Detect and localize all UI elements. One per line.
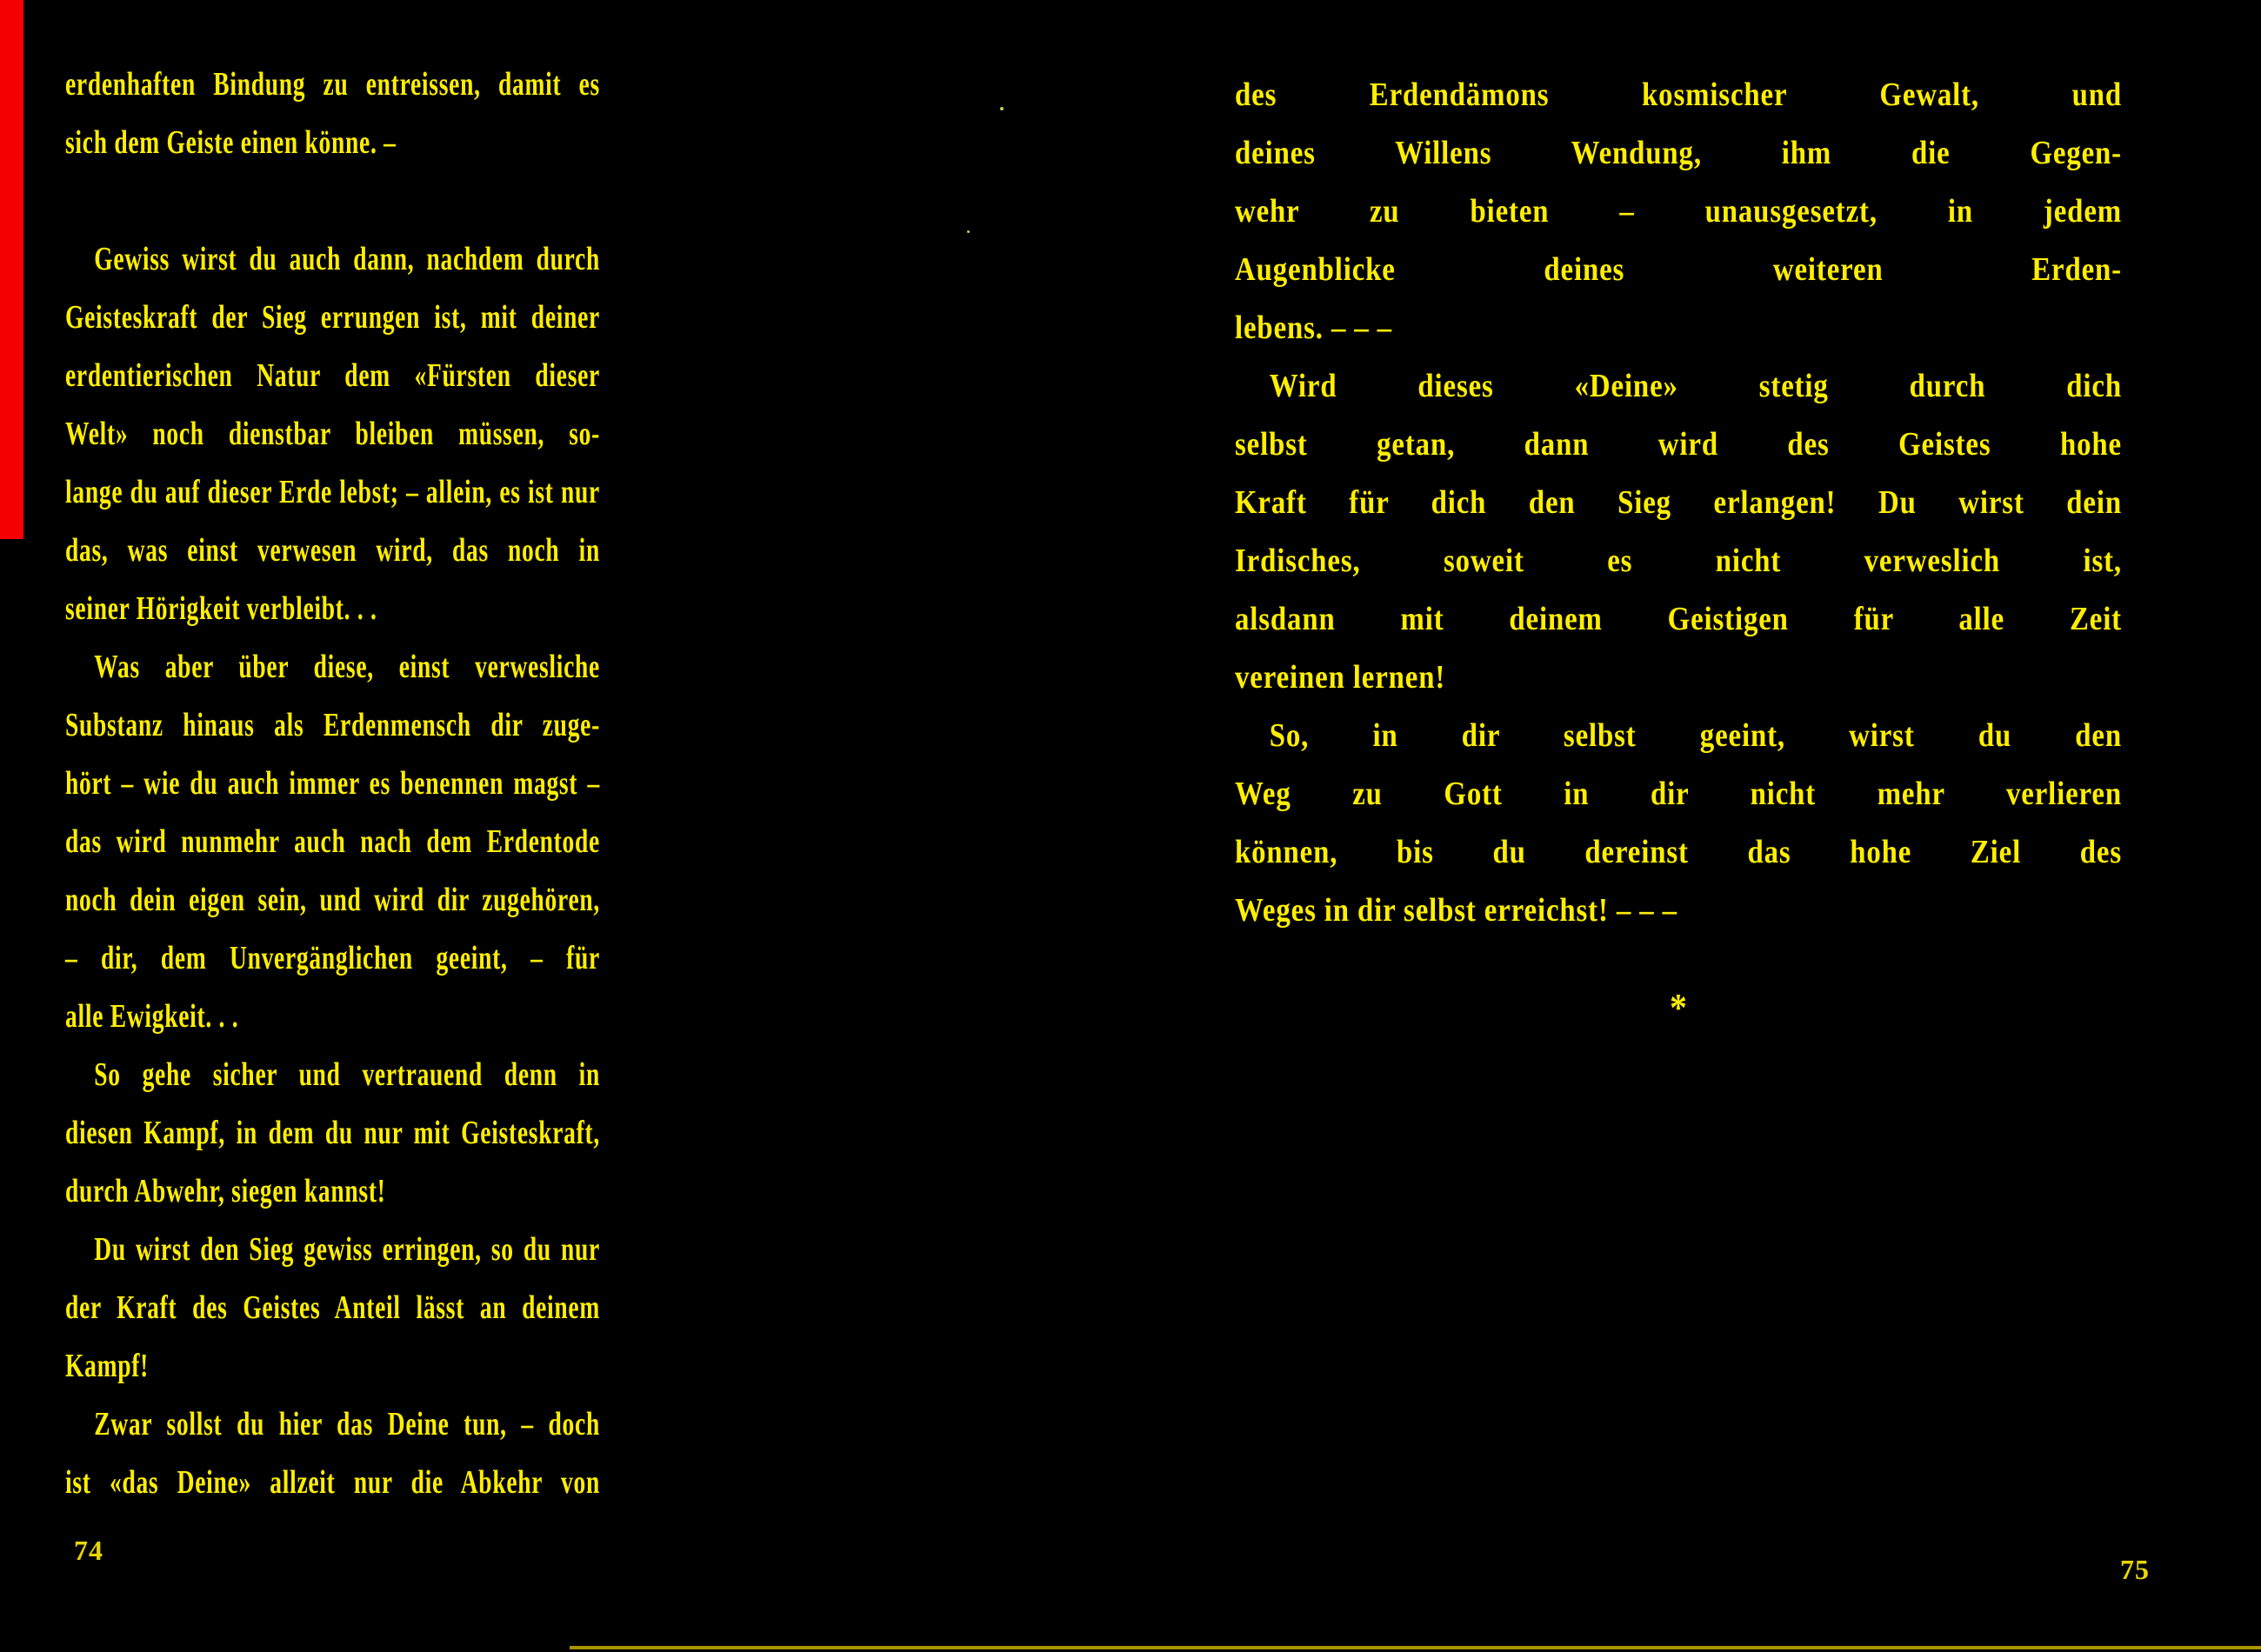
text-line: lebens. – – – xyxy=(1235,310,1392,346)
left-page xyxy=(65,56,600,1512)
text-line: Gewiss wirst du auch dann, nachdem durch xyxy=(94,241,600,277)
text-line: Augenblicke deines weiteren Erden- xyxy=(1235,251,2122,288)
text-line: durch Abwehr, siegen kannst! xyxy=(65,1173,386,1209)
text-line: So gehe sicher und vertrauend denn in xyxy=(94,1056,600,1093)
section-divider-asterisk: * xyxy=(1670,985,1687,1029)
paragraph xyxy=(65,1396,600,1512)
text-line: vereinen lernen! xyxy=(1235,659,1446,696)
bottom-edge-line xyxy=(570,1646,2261,1649)
text-line: Welt» noch dienstbar bleiben müssen, so- xyxy=(65,416,600,452)
text-line: Substanz hinaus als Erdenmensch dir zuge- xyxy=(65,707,600,743)
text-line: Du wirst den Sieg gewiss erringen, so du nur xyxy=(94,1231,600,1268)
text-line: seiner Hörigkeit verbleibt. . . xyxy=(65,590,377,627)
text-line: das wird nunmehr auch nach dem Erdentode xyxy=(65,823,600,860)
paragraph xyxy=(65,1046,600,1221)
text-line: der Kraft des Geistes Anteil lässt an deinem xyxy=(65,1289,600,1326)
text-line: alsdann mit deinem Geistigen für alle Zeit xyxy=(1235,601,2122,637)
right-page-text xyxy=(1235,66,2122,940)
text-line: deines Willens Wendung, ihm die Gegen- xyxy=(1235,135,2122,171)
text-line: selbst getan, dann wird des Geistes hohe xyxy=(1235,426,2122,463)
paragraph xyxy=(65,638,600,1046)
paragraph xyxy=(65,1221,600,1396)
text-line: Weg zu Gott in dir nicht mehr verlieren xyxy=(1235,776,2122,812)
text-line: – dir, dem Unvergänglichen geeint, – für xyxy=(65,940,600,976)
text-line: Zwar sollst du hier das Deine tun, – doch xyxy=(94,1406,600,1442)
left-page-text xyxy=(65,56,600,1512)
paragraph xyxy=(1235,357,2122,707)
text-line: Weges in dir selbst erreichst! – – – xyxy=(1235,892,1677,929)
text-line: sich dem Geiste einen könne. – xyxy=(65,124,397,161)
right-page xyxy=(1235,66,2122,1028)
text-line: des Erdendämons kosmischer Gewalt, und xyxy=(1235,77,2122,113)
text-line: Wird dieses «Deine» stetig durch dich xyxy=(1269,368,2122,404)
text-line: Was aber über diese, einst verwesliche xyxy=(94,649,600,685)
text-line: Geisteskraft der Sieg errungen ist, mit deiner xyxy=(65,299,600,336)
text-line: lange du auf dieser Erde lebst; – allein, es ist nur xyxy=(65,474,600,510)
text-line: noch dein eigen sein, und wird dir zugehören, xyxy=(65,882,600,918)
text-line: Kampf! xyxy=(65,1348,149,1384)
paragraph xyxy=(1235,707,2122,940)
text-line: erdentierischen Natur dem «Fürsten dieser xyxy=(65,357,600,394)
text-line: diesen Kampf, in dem du nur mit Geisteskraft, xyxy=(65,1115,600,1151)
dust-speck xyxy=(1000,107,1004,110)
dust-speck xyxy=(967,230,970,233)
text-line: erdenhaften Bindung zu entreissen, damit es xyxy=(65,66,600,103)
text-line: das, was einst verwesen wird, das noch in xyxy=(65,532,600,569)
text-line: hört – wie du auch immer es benennen magst – xyxy=(65,765,600,802)
text-line: ist «das Deine» allzeit nur die Abkehr von xyxy=(65,1464,600,1501)
text-line: Kraft für dich den Sieg erlangen! Du wirst dein xyxy=(1235,484,2122,521)
paragraph xyxy=(1235,66,2122,357)
text-line: Irdisches, soweit es nicht verweslich ist, xyxy=(1235,543,2122,579)
paragraph xyxy=(65,56,600,172)
text-line: So, in dir selbst geeint, wirst du den xyxy=(1269,717,2122,754)
text-line: wehr zu bieten – unausgesetzt, in jedem xyxy=(1235,193,2122,230)
page-number-right: 75 xyxy=(2120,1554,2150,1585)
text-line: können, bis du dereinst das hohe Ziel des xyxy=(1235,834,2122,870)
paragraph xyxy=(65,230,600,638)
text-line: alle Ewigkeit. . . xyxy=(65,998,239,1035)
red-margin-bar xyxy=(0,0,23,539)
page-number-left: 74 xyxy=(74,1535,103,1566)
